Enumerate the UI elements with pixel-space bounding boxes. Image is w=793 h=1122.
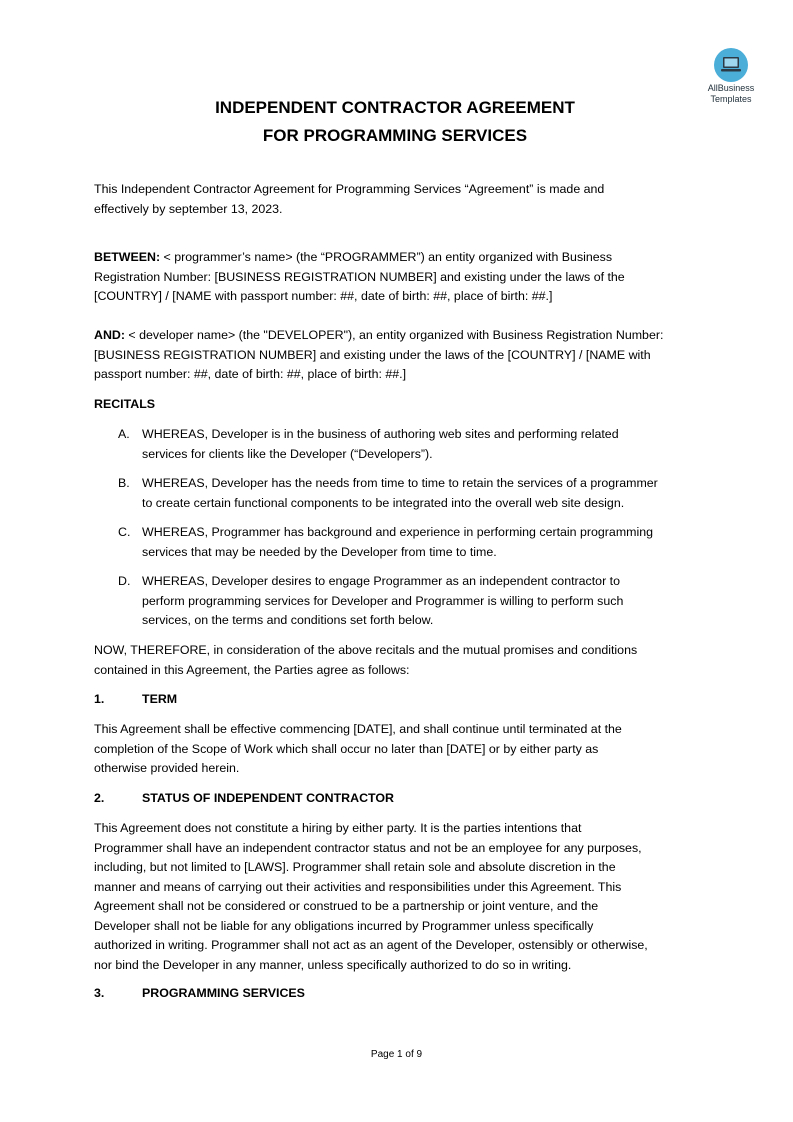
section-title: PROGRAMMING SERVICES — [142, 986, 305, 1000]
document-title-line1: INDEPENDENT CONTRACTOR AGREEMENT — [215, 98, 575, 117]
text-line: Developer shall not be liable for any obligations incurred by Programmer unless specifically — [94, 918, 594, 933]
logo-text-line2: Templates — [710, 94, 752, 104]
text-line: nor bind the Developer in any manner, unless specifically authorized to do so in writing. — [94, 957, 572, 972]
section-number: 2. — [94, 791, 105, 805]
and-label: AND: — [94, 328, 125, 342]
text-line: This Agreement shall be effective commencing [DATE], and shall continue until terminated at the — [94, 722, 622, 736]
text-line: Programmer shall have an independent contractor status and not be an employee for any purposes, — [94, 840, 642, 855]
text-line: services, on the terms and conditions set forth below. — [142, 613, 434, 627]
and-paragraph — [94, 326, 700, 385]
text-line: completion of the Scope of Work which shall occur no later than [DATE] or by either party as — [94, 741, 599, 756]
text-line — [94, 248, 700, 268]
text-line: This Agreement does not constitute a hiring by either party. It is the parties intentions that — [94, 821, 582, 835]
text-line: perform programming services for Developer and Programmer is willing to perform such — [142, 593, 624, 608]
section-title: STATUS OF INDEPENDENT CONTRACTOR — [142, 791, 394, 805]
section-title: TERM — [142, 692, 178, 706]
now-therefore-paragraph — [94, 641, 700, 680]
recital-item — [142, 425, 619, 464]
recital-letter: A. — [118, 427, 130, 441]
text-line: passport number: ##, date of birth: ##, place of birth: ##.] — [94, 367, 407, 381]
section-number: 3. — [94, 986, 105, 1000]
text-line: This Independent Contractor Agreement for Programming Services “Agreement” is made and — [94, 182, 605, 196]
recital-letter: D. — [118, 574, 131, 588]
text-line: WHEREAS, Developer desires to engage Programmer as an independent contractor to — [142, 574, 620, 588]
section-body — [94, 720, 700, 779]
section-number: 1. — [94, 692, 105, 706]
recital-item — [142, 572, 623, 631]
text-line: to create certain functional components to be integrated into the overall web site design. — [142, 495, 625, 510]
document-title-line2: FOR PROGRAMMING SERVICES — [262, 126, 528, 145]
text-line: WHEREAS, Programmer has background and experience in performing certain programming — [142, 525, 653, 539]
text-line: WHEREAS, Developer has the needs from time to time to retain the services of a programmer — [142, 476, 658, 490]
recital-letter: B. — [118, 476, 130, 490]
between-paragraph — [94, 248, 700, 307]
text-line: including, but not limited to [LAWS]. Programmer shall retain sole and absolute discretion in the — [94, 860, 616, 874]
text-line: [BUSINESS REGISTRATION NUMBER] and existing under the laws of the [COUNTRY] / [NAME with — [94, 347, 651, 362]
text-line: services that may be needed by the Developer from time to time. — [142, 544, 497, 559]
intro-paragraph — [94, 180, 700, 219]
text-line: Registration Number: [BUSINESS REGISTRATION NUMBER] and existing under the laws of the — [94, 269, 625, 284]
page-number: Page 1 of 9 — [370, 1049, 423, 1060]
text-line: NOW, THEREFORE, in consideration of the above recitals and the mutual promises and conditions — [94, 643, 638, 657]
text-line: services for clients like the Developer (“Developers”). — [142, 446, 433, 461]
text-line — [94, 326, 700, 346]
text-line: [COUNTRY] / [NAME with passport number: ##, date of birth: ##, place of birth: ##.] — [94, 289, 553, 303]
text-line: WHEREAS, Developer is in the business of authoring web sites and performing related — [142, 427, 619, 441]
between-label: BETWEEN: — [94, 250, 161, 264]
recitals-heading: RECITALS — [94, 397, 156, 411]
allbusiness-templates-logo — [698, 48, 764, 104]
recital-item — [142, 474, 658, 513]
text-line: otherwise provided herein. — [94, 761, 240, 775]
laptop-icon — [714, 48, 748, 82]
section-body — [94, 819, 700, 975]
text-line: contained in this Agreement, the Parties agree as follows: — [94, 662, 410, 677]
text-line: manner and means of carrying out their activities and responsibilities under this Agreement. This — [94, 879, 622, 894]
recital-letter: C. — [118, 525, 131, 539]
text-line: effectively by september 13, 2023. — [94, 201, 283, 216]
recital-item — [142, 523, 653, 562]
text-line: Agreement shall not be considered or construed to be a partnership or joint venture, and the — [94, 899, 599, 913]
logo-text-line1: AllBusiness — [707, 83, 755, 93]
between-text: < programmer’s name> (the “PROGRAMMER”) an entity organized with Business — [160, 250, 613, 264]
and-text: < developer name> (the "DEVELOPER"), an entity organized with Business Registration Number: — [124, 328, 664, 342]
text-line: authorized in writing. Programmer shall not act as an agent of the Developer, ostensibly or otherwise, — [94, 938, 648, 952]
